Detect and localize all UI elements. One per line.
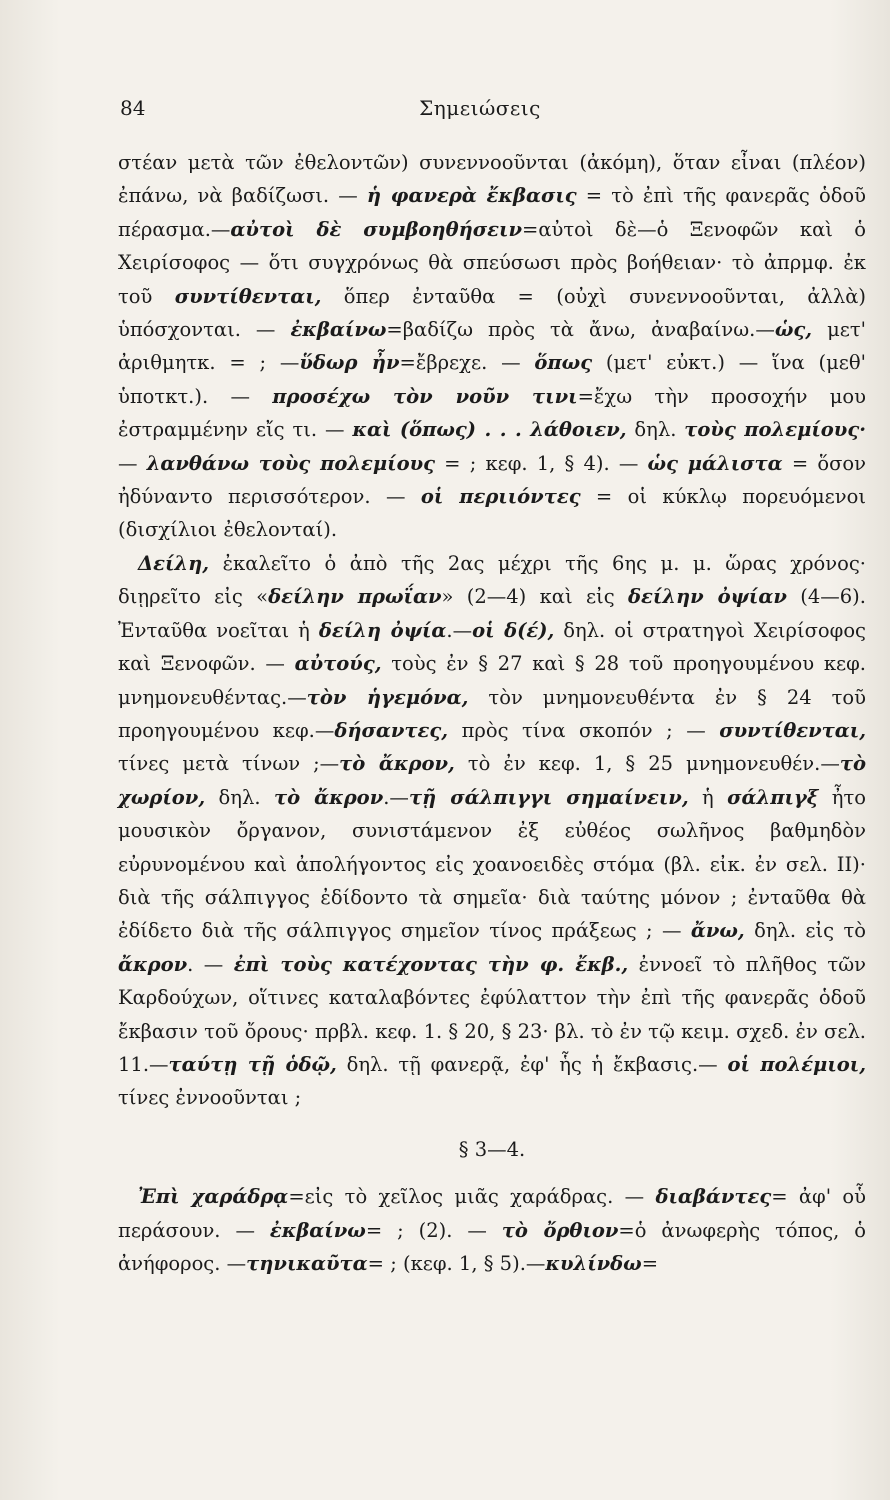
lemma: τὸ ὄρθιον (501, 1218, 619, 1242)
lemma: τὸ χωρίον, (118, 752, 866, 809)
note-text: =αὐτοὶ δὲ—ὁ Ξενοφῶν καὶ ὁ Χειρίσοφος — ὅτι συγχρόνως θὰ σπεύσωσι πρὸς βοήθειαν· τὸ ἀπρμφ. ἐκ τοῦ (118, 217, 867, 308)
lemma: δείλην ὀψίαν (627, 585, 787, 609)
note-text: ἐκαλεῖτο ὁ ἀπὸ τῆς 2ας μέχρι τῆς 6ης μ. μ. ὥρας χρόνος· διῃρεῖτο εἰς « (118, 551, 866, 609)
page-number: 84 (120, 96, 146, 120)
note-text: στέαν μετὰ τῶν ἐθελοντῶν) συνεννοοῦνται (ἀκόμη), ὅταν εἶναι (πλέον) ἐπάνω, νὰ βαδίζωσι. — (118, 151, 866, 208)
lemma: Δείλη, (138, 551, 210, 575)
lemma: ἄνω, (690, 919, 745, 943)
lemma: καὶ (ὅπως) . . . λάθοιεν, (352, 418, 627, 442)
lemma: ἄκρον (118, 952, 188, 976)
lemma: κυλίνδω (545, 1252, 642, 1275)
lemma: οἱ περιιόντες (420, 485, 581, 509)
note-text: = ἀφ' οὗ περάσουν. — (118, 1185, 866, 1242)
note-text: δηλ. (205, 785, 274, 809)
note-text: ἡ (688, 785, 728, 809)
lemma: δήσαντες, (334, 718, 449, 742)
lemma: ἐπὶ τοὺς κατέχοντας τὴν φ. ἔκβ., (233, 952, 629, 976)
page-header (120, 96, 840, 126)
note-text: = ; κεφ. 1, § 4). — (435, 451, 648, 475)
lemma: τὸν ἡγεμόνα, (306, 685, 469, 709)
note-text: τίνες μετὰ τίνων ;— (118, 752, 340, 776)
note-text: = ; (κεφ. 1, § 5).— (367, 1252, 546, 1275)
note-text: (4—6). Ἐνταῦθα νοεῖται ἡ (118, 585, 866, 642)
note-text: μετ' ἀριθμητκ. = ; — (118, 318, 866, 375)
note-text: ἐννοεῖ τὸ πλῆθος τῶν Καρδούχων, οἵτινες καταλαβόντες ἐφύλαττον τὴν ἐπὶ τῆς φανερᾶς ὁδοῦ ἔκβασιν τοῦ ὄρους· πρβλ. κεφ. 1. § 20, § 23· βλ. τὸ ἐν τῷ κειμ. σχεδ. ἐν σελ. 11.— (118, 952, 866, 1076)
note-paragraph (118, 1180, 866, 1280)
note-text: τὸν μνημονευθέντα ἐν § 24 τοῦ προηγουμένου κεφ.— (118, 685, 866, 742)
note-text: = οἱ κύκλῳ πορευόμενοι (δισχίλιοι ἐθελονταί). (118, 485, 866, 542)
note-text: = ὅσον ἠδύναντο περισσότερον. — (118, 451, 866, 509)
note-text: =ὁ ἀνωφερὴς τόπος, ὁ ἀνήφορος. — (118, 1218, 866, 1275)
note-text: δηλ. εἰς τὸ (744, 919, 866, 943)
lemma: δείλην πρωΐαν (268, 585, 442, 609)
note-text: =ἔβρεχε. — (399, 351, 535, 375)
lemma: λανθάνω τοὺς πολεμίους (146, 451, 435, 475)
note-text: .— (446, 618, 473, 642)
note-text: πρὸς τίνα σκοπόν ; — (448, 718, 720, 742)
lemma: αὐτοὶ δὲ συμβοηθήσειν (230, 217, 522, 241)
lemma: ὅπως (534, 351, 593, 375)
lemma: διαβάντες (655, 1185, 772, 1209)
lemma: συντίθενται, (719, 718, 866, 742)
note-text: δηλ. οἱ στρατηγοὶ Χειρίσοφος καὶ Ξενοφῶν. — (118, 618, 866, 676)
lemma: ἐκβαίνω (269, 1218, 366, 1242)
lemma: σάλπιγξ (727, 785, 819, 809)
lemma: ἐκβαίνω (290, 318, 387, 342)
note-text: = (641, 1252, 659, 1275)
note-text: ὅπερ ἐνταῦθα = (οὐχὶ συνεννοοῦνται, ἀλλὰ) ὑπόσχονται. — (118, 284, 866, 342)
lemma: αὐτούς, (294, 652, 382, 676)
note-text: . — (187, 952, 234, 976)
lemma: Ἐπὶ χαράδρᾳ (138, 1185, 289, 1209)
note-text: =εἰς τὸ χεῖλος μιᾶς χαράδρας. — (288, 1185, 656, 1209)
lemma: τὸ ἄκρον (273, 785, 384, 809)
lemma: τοὺς πολεμίους· (684, 418, 866, 442)
note-paragraph (118, 547, 866, 1115)
running-title: Σημειώσεις (419, 96, 541, 120)
lemma: ὡς μάλιστα (647, 451, 783, 475)
lemma: ταύτῃ τῇ ὁδῷ, (168, 1052, 337, 1076)
lemma: συντίθενται, (174, 284, 322, 308)
lemma: οἱ πολέμιοι, (727, 1052, 866, 1076)
lemma: δείλη ὀψία (318, 618, 447, 642)
note-text: τίνες ἐννοοῦνται ; (118, 1086, 302, 1110)
note-text: τὸ ἐν κεφ. 1, § 25 μνημονευθέν.— (454, 752, 840, 776)
lemma: τῇ σάλπιγγι σημαίνειν, (408, 785, 689, 809)
lemma: τηνικαῦτα (246, 1252, 368, 1275)
lemma: ὡς, (774, 318, 813, 342)
note-text: — (118, 451, 147, 475)
note-text: (μετ' εὐκτ.) — ἵνα (μεθ' ὑποτκτ.). — (118, 351, 866, 408)
lemma: τὸ ἄκρον, (339, 752, 455, 776)
note-text: τοὺς ἐν § 27 καὶ § 28 τοῦ προηγουμένου κεφ. μνημονευθέντας.— (118, 652, 866, 709)
note-text: =βαδίζω πρὸς τὰ ἄνω, ἀναβαίνω.— (386, 318, 775, 342)
note-text: ἦτο μουσικὸν ὄργανον, συνιστάμενον ἐξ εὐθέος σωλῆνος βαθμηδὸν εὐρυνομένου καὶ ἀπολήγοντος εἰς χοανοειδὲς στόμα (βλ. εἰκ. ἐν σελ. II)· διὰ τῆς σάλπιγγος ἐδίδοντο τὰ σημεῖα· διὰ ταύτης μόνον ; ἐνταῦθα θὰ ἐδίδετο διὰ τῆς σάλπιγγος σημεῖον τίνος πράξεως ; — (118, 785, 866, 943)
notes-body (118, 146, 866, 1280)
section-heading: § 3—4. (458, 1137, 526, 1161)
note-text: = τὸ ἐπὶ τῆς φανερᾶς ὁδοῦ πέρασμα.— (118, 184, 867, 241)
note-text: = ; (2). — (365, 1218, 502, 1242)
note-text: δηλ. τῇ φανερᾷ, ἐφ' ἧς ἡ ἔκβασις.— (336, 1052, 728, 1076)
note-text: » (2—4) καὶ εἰς (441, 585, 628, 609)
lemma: ὕδωρ ἦν (299, 351, 400, 375)
note-text: =ἔχω τὴν προσοχήν μου ἐστραμμένην εἴς τι. — (118, 384, 867, 442)
note-text: δηλ. (626, 418, 685, 442)
lemma: προσέχω τὸν νοῦν τινι (272, 384, 578, 408)
lemma: οἱ δ(έ), (472, 618, 555, 642)
note-text: .— (383, 785, 409, 809)
note-paragraph (118, 146, 866, 547)
lemma: ἡ φανερὰ ἔκβασις (366, 184, 577, 208)
